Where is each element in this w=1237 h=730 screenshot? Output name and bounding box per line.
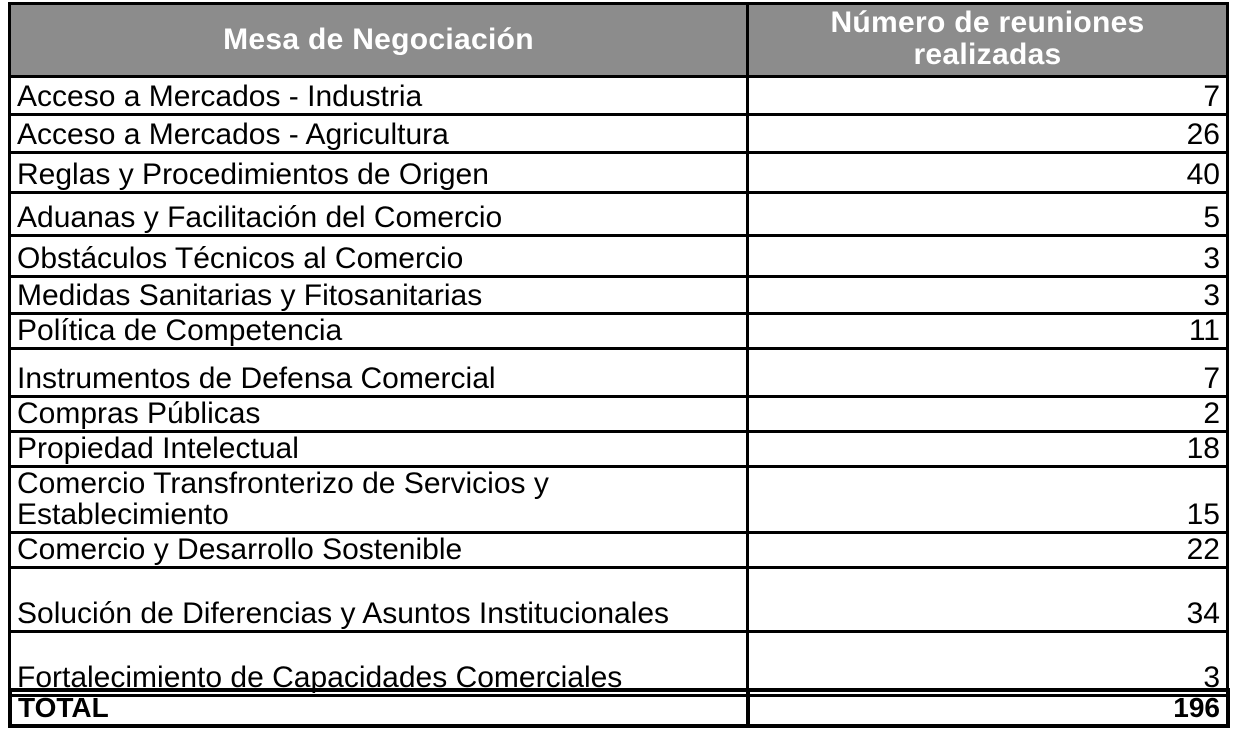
- total-value: 196: [748, 690, 1228, 726]
- cell-mesa: Acceso a Mercados - Industria: [10, 77, 748, 115]
- table-row: [10, 193, 1228, 236]
- cell-reuniones: 34: [748, 568, 1228, 632]
- cell-reuniones: 22: [748, 533, 1228, 568]
- cell-reuniones: 7: [748, 349, 1228, 397]
- table-row: [10, 432, 1228, 467]
- table-row: [10, 467, 1228, 533]
- header-reuniones: Número de reuniones realizadas: [748, 4, 1228, 77]
- cell-mesa: Fortalecimiento de Capacidades Comerciales: [10, 632, 748, 696]
- cell-mesa: Compras Públicas: [10, 397, 748, 432]
- cell-mesa: Comercio Transfronterizo de Servicios y Establecimiento: [10, 467, 748, 533]
- header-mesa: Mesa de Negociación: [10, 4, 748, 77]
- cell-mesa: Medidas Sanitarias y Fitosanitarias: [10, 277, 748, 314]
- cell-mesa: Aduanas y Facilitación del Comercio: [10, 193, 748, 236]
- table-row: [10, 397, 1228, 432]
- table-row: [10, 277, 1228, 314]
- total-table: [8, 688, 1230, 728]
- cell-reuniones: 3: [748, 632, 1228, 696]
- cell-mesa: Comercio y Desarrollo Sostenible: [10, 533, 748, 568]
- cell-reuniones: 11: [748, 314, 1228, 349]
- table-row: [10, 533, 1228, 568]
- cell-mesa: Reglas y Procedimientos de Origen: [10, 153, 748, 193]
- cell-mesa: Propiedad Intelectual: [10, 432, 748, 467]
- total-label: TOTAL: [10, 690, 748, 726]
- table-row: [10, 115, 1228, 153]
- cell-mesa: Obstáculos Técnicos al Comercio: [10, 236, 748, 277]
- table-row: [10, 153, 1228, 193]
- cell-reuniones: 15: [748, 467, 1228, 533]
- cell-reuniones: 5: [748, 193, 1228, 236]
- cell-reuniones: 26: [748, 115, 1228, 153]
- table-header-row: [10, 4, 1228, 77]
- cell-mesa: Instrumentos de Defensa Comercial: [10, 349, 748, 397]
- cell-reuniones: 3: [748, 236, 1228, 277]
- table-row: [10, 349, 1228, 397]
- cell-reuniones: 40: [748, 153, 1228, 193]
- table-row: [10, 314, 1228, 349]
- cell-mesa: Política de Competencia: [10, 314, 748, 349]
- table-row: [10, 632, 1228, 696]
- cell-reuniones: 3: [748, 277, 1228, 314]
- cell-mesa: Acceso a Mercados - Agricultura: [10, 115, 748, 153]
- cell-reuniones: 7: [748, 77, 1228, 115]
- table-row: [10, 236, 1228, 277]
- table-row: [10, 568, 1228, 632]
- table-row: [10, 77, 1228, 115]
- cell-mesa: Solución de Diferencias y Asuntos Institucionales: [10, 568, 748, 632]
- cell-reuniones: 18: [748, 432, 1228, 467]
- cell-reuniones: 2: [748, 397, 1228, 432]
- negotiation-table: [8, 2, 1229, 697]
- total-row: [10, 690, 1228, 726]
